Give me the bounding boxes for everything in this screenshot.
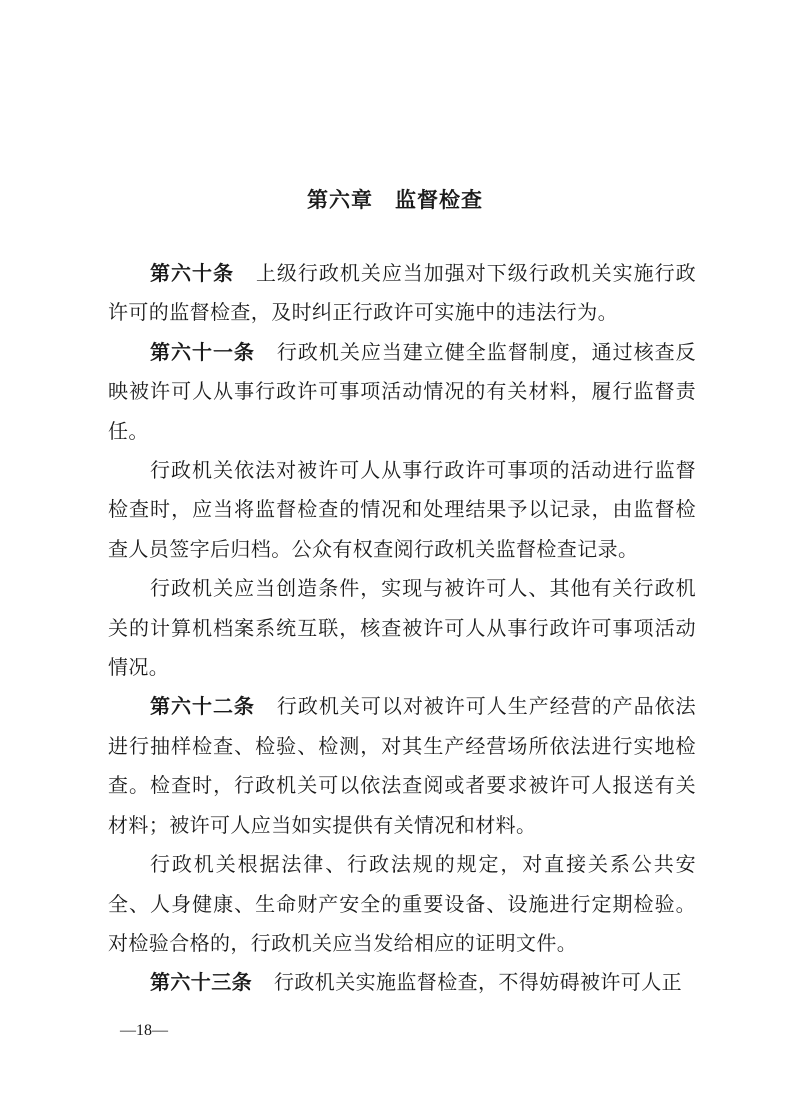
paragraph-text: 行政机关根据法律、行政法规的规定，对直接关系公共安全、人身健康、生命财产安全的重要设备、设施进行定期检验。对检验合格的，行政机关应当发给相应的证明文件。: [108, 852, 696, 955]
article-60-paragraph: [108, 254, 696, 333]
article-number: 第六十条: [150, 261, 234, 285]
page-number: —18—: [120, 1022, 168, 1039]
paragraph-text: 行政机关实施监督检查，不得妨碍被许可人正: [274, 970, 682, 995]
article-62-clause-2: [108, 845, 696, 963]
paragraph-text: 行政机关应当建立健全监督制度，通过核查反映被许可人从事行政许可事项活动情况的有关材料，履行监督责任。: [108, 339, 697, 443]
article-61-paragraph: [108, 333, 696, 451]
article-63-paragraph: [108, 963, 696, 1002]
paragraph-text: 上级行政机关应当加强对下级行政机关实施行政许可的监督检查，及时纠正行政许可实施中的违法行为。: [108, 261, 696, 325]
chapter-title: 第六章 监督检查: [307, 188, 483, 212]
article-62-paragraph: [108, 687, 696, 845]
paragraph-text: 行政机关应当创造条件，实现与被许可人、其他有关行政机关的计算机档案系统互联，核查被许可人从事行政许可事项活动情况。: [108, 576, 696, 680]
paragraph-text: 行政机关依法对被许可人从事行政许可事项的活动进行监督检查时，应当将监督检查的情况和处理结果予以记录，由监督检查人员签字后归档。公众有权查阅行政机关监督检查记录。: [108, 458, 696, 561]
article-61-clause-2: [108, 451, 696, 569]
body-text: [108, 254, 696, 1003]
article-61-clause-3: [108, 569, 696, 687]
paragraph-text: 行政机关可以对被许可人生产经营的产品依法进行抽样检查、检验、检测，对其生产经营场所依法进行实地检查。检查时，行政机关可以依法查阅或者要求被许可人报送有关材料；被许可人应当如实提供有关情况和材料。: [108, 694, 697, 837]
article-number: 第六十三条: [150, 970, 252, 995]
article-number: 第六十二条: [150, 694, 255, 719]
article-number: 第六十一条: [150, 339, 255, 364]
